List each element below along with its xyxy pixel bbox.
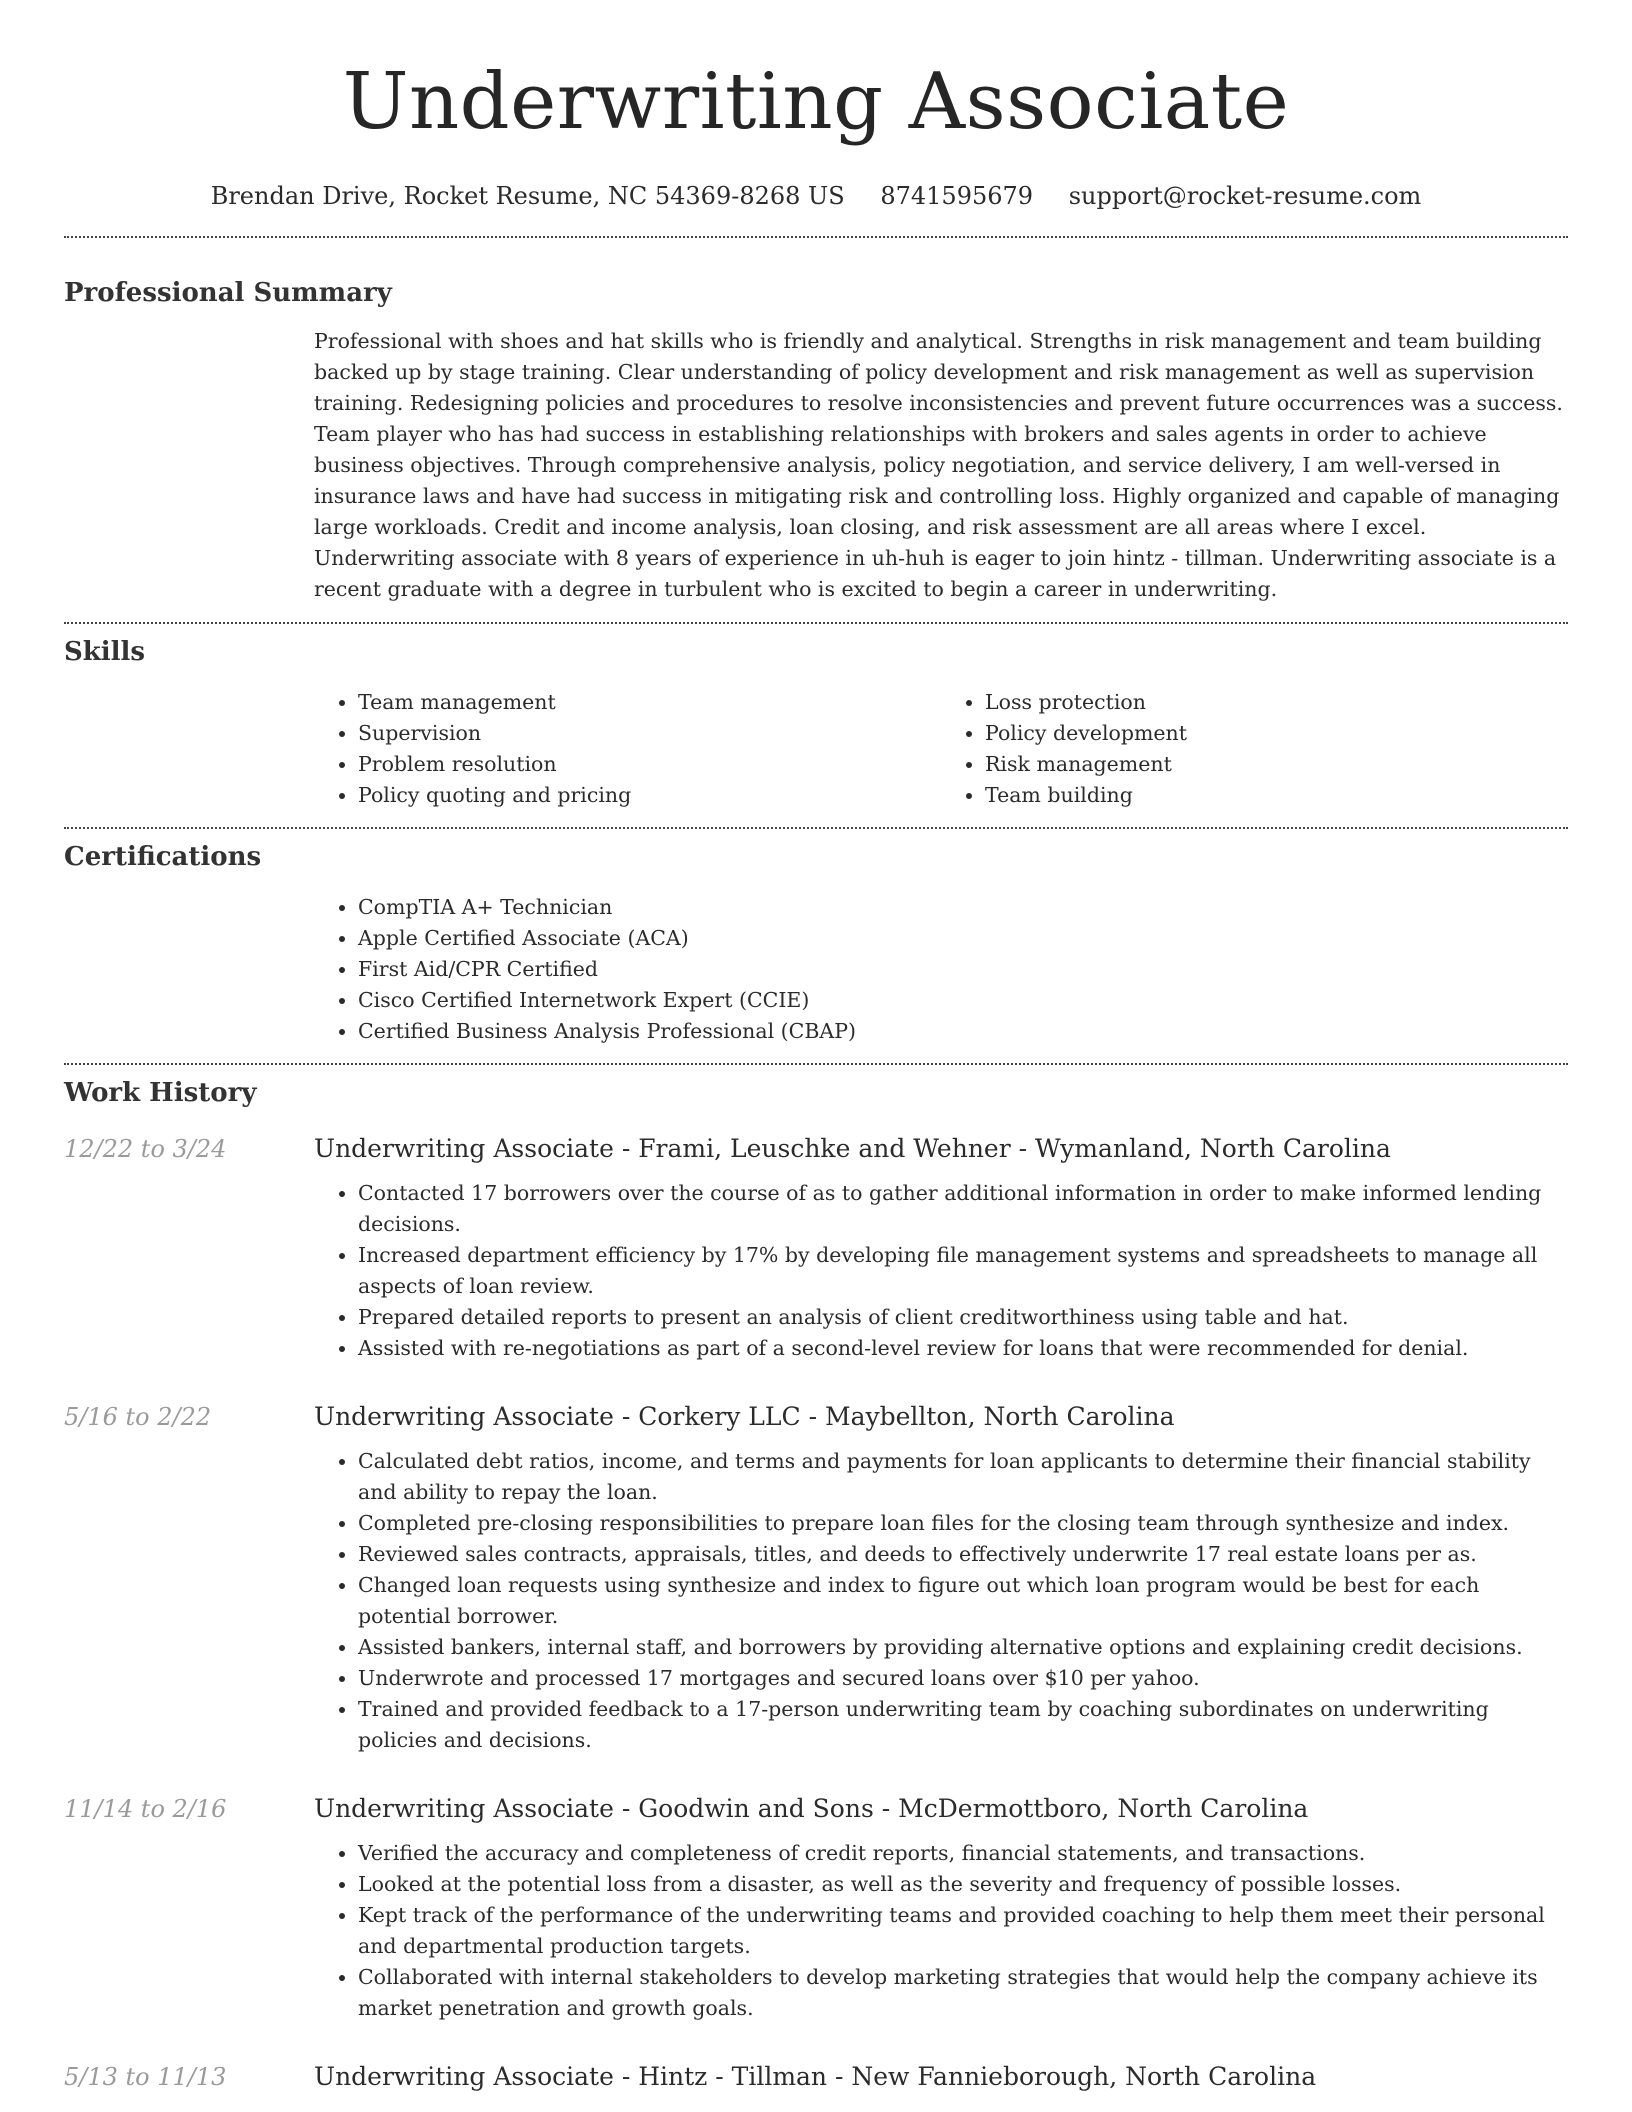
summary-heading: Professional Summary (64, 278, 392, 308)
skills-grid (314, 687, 1568, 811)
job-date: 12/22 to 3/24 (64, 1135, 227, 1163)
job-bullets (314, 1178, 1568, 1364)
certification-item: • Apple Certified Associate (ACA) (358, 923, 1568, 954)
summary-content (314, 326, 1568, 605)
job-bullet: • Changed loan requests using synthesize and index to figure out which loan program would be best for each potential borrower. (358, 1570, 1568, 1632)
skill-item: • Loss protection (985, 687, 1568, 718)
job-bullet: • Calculated debt ratios, income, and terms and payments for loan applicants to determine their financial stability and ability to repay the loan. (358, 1446, 1568, 1508)
certifications-section (64, 840, 1568, 1047)
resume-name: Underwriting Associate (342, 57, 1290, 147)
certification-item: • Cisco Certified Internetwork Expert (CCIE) (358, 985, 1568, 1016)
skills-list-right (941, 687, 1568, 811)
job-title: Underwriting Associate - Frami, Leuschke and Wehner - Wymanland, North Carolina (314, 1134, 1391, 1163)
skill-item: • Supervision (358, 718, 941, 749)
skill-item: • Team building (985, 780, 1568, 811)
skills-section (64, 635, 1568, 811)
job-title: Underwriting Associate - Hintz - Tillman - New Fannieborough, North Carolina (314, 2062, 1317, 2091)
job-bullet: • Completed pre-closing responsibilities to prepare loan files for the closing team through synthesize and index. (358, 1508, 1568, 1539)
summary-section (64, 276, 1568, 605)
certifications-content (314, 892, 1568, 1047)
job-bullet: • Trained and provided feedback to a 17-person underwriting team by coaching subordinates on underwriting policies and decisions. (358, 1694, 1568, 1756)
skill-item: • Policy development (985, 718, 1568, 749)
job-date: 5/16 to 2/22 (64, 1403, 212, 1431)
certification-item: • Certified Business Analysis Professional (CBAP) (358, 1016, 1568, 1047)
job-date: 5/13 to 11/13 (64, 2063, 227, 2091)
job-bullets (314, 1838, 1568, 2024)
certification-item: • CompTIA A+ Technician (358, 892, 1568, 923)
contact-phone: 8741595679 (880, 182, 1034, 210)
divider (64, 236, 1568, 238)
job-bullet: • Increased department efficiency by 17% by developing file management systems and spreadsheets to manage all aspects of loan review. (358, 1240, 1568, 1302)
jobs-container (64, 1132, 1568, 2094)
job-bullet: • Underwrote and processed 17 mortgages and secured loans over $10 per yahoo. (358, 1663, 1568, 1694)
job-date: 11/14 to 2/16 (64, 1795, 227, 1823)
job-title: Underwriting Associate - Goodwin and Sons - McDermottboro, North Carolina (314, 1794, 1309, 1823)
contact-line (64, 180, 1568, 212)
job-bullets (314, 1446, 1568, 1756)
job-bullet: • Looked at the potential loss from a disaster, as well as the severity and frequency of possible losses. (358, 1869, 1568, 1900)
job-bullet: • Reviewed sales contracts, appraisals, titles, and deeds to effectively underwrite 17 real estate loans per as. (358, 1539, 1568, 1570)
work-section (64, 1076, 1568, 2094)
skills-list-left (314, 687, 941, 811)
job-bullet: • Assisted with re-negotiations as part of a second-level review for loans that were recommended for denial. (358, 1333, 1568, 1364)
job-entry (64, 1792, 1568, 2024)
contact-address: Brendan Drive, Rocket Resume, NC 54369-8268 US (210, 182, 845, 210)
job-entry (64, 1400, 1568, 1756)
job-bullet: • Assisted bankers, internal staff, and borrowers by providing alternative options and explaining credit decisions. (358, 1632, 1568, 1663)
job-entry (64, 2060, 1568, 2094)
divider (64, 622, 1568, 624)
certifications-list (314, 892, 1568, 1047)
work-heading: Work History (64, 1078, 257, 1108)
divider (64, 827, 1568, 829)
job-bullet: • Collaborated with internal stakeholders to develop marketing strategies that would help the company achieve its market penetration and growth goals. (358, 1962, 1568, 2024)
contact-email: support@rocket-resume.com (1068, 182, 1422, 210)
summary-text: Professional with shoes and hat skills who is friendly and analytical. Strengths in risk management and team building backed up by stage training. Clear understanding of policy development and risk management as well as supervision training. Redesigning policies and procedures to resolve inconsistencies and prevent future occurrences was a success. Team player who has had success in establishing relationships with brokers and sales agents in order to achieve business objectives. Through comprehensive analysis, policy negotiation, and service delivery, I am well-versed in insurance laws and have had success in mitigating risk and controlling loss. Highly organized and capable of managing large workloads. Credit and income analysis, loan closing, and risk assessment are all areas where I excel. Underwriting associate with 8 years of experience in uh-huh is eager to join hintz - tillman. Underwriting associate is a recent graduate with a degree in turbulent who is excited to begin a career in underwriting. (314, 329, 1563, 601)
skills-heading: Skills (64, 637, 146, 667)
job-bullet: • Kept track of the performance of the underwriting teams and provided coaching to help them meet their personal and departmental production targets. (358, 1900, 1568, 1962)
job-bullet: • Contacted 17 borrowers over the course of as to gather additional information in order to make informed lending decisions. (358, 1178, 1568, 1240)
divider (64, 1063, 1568, 1065)
certifications-heading: Certifications (64, 842, 262, 872)
job-bullet: • Prepared detailed reports to present an analysis of client creditworthiness using table and hat. (358, 1302, 1568, 1333)
job-title: Underwriting Associate - Corkery LLC - Maybellton, North Carolina (314, 1402, 1175, 1431)
resume-page (64, 0, 1568, 2094)
certification-item: • First Aid/CPR Certified (358, 954, 1568, 985)
skill-item: • Team management (358, 687, 941, 718)
skill-item: • Problem resolution (358, 749, 941, 780)
job-entry (64, 1132, 1568, 1364)
job-bullet: • Verified the accuracy and completeness of credit reports, financial statements, and transactions. (358, 1838, 1568, 1869)
skill-item: • Policy quoting and pricing (358, 780, 941, 811)
skill-item: • Risk management (985, 749, 1568, 780)
